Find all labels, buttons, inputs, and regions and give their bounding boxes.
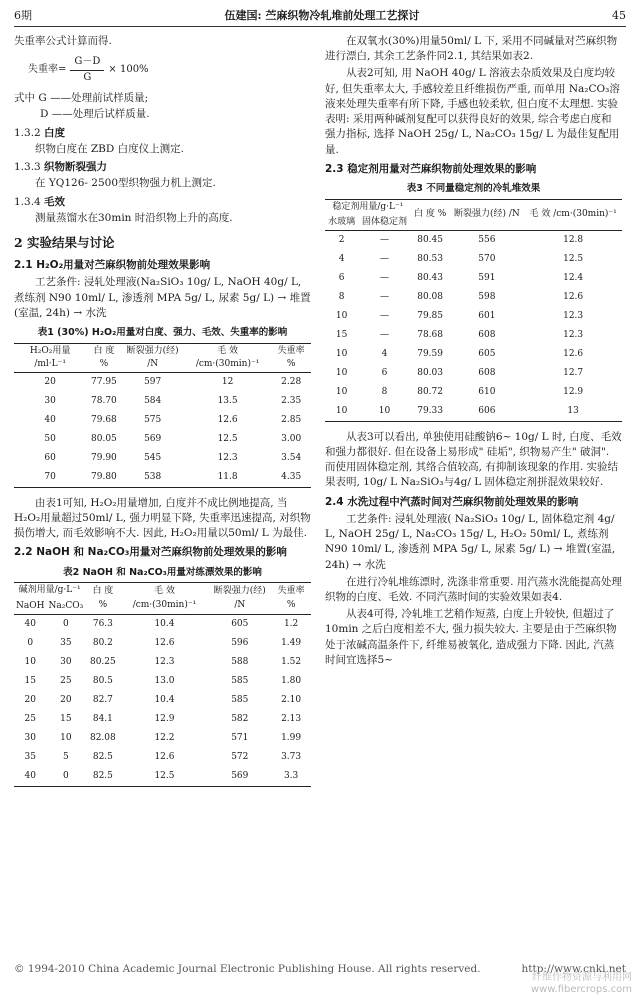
table1-header: 失重率 %: [271, 343, 311, 372]
running-title: 伍建国: 苎麻织物冷轧堆前处理工艺探讨: [224, 9, 420, 23]
table-cell: 10: [335, 310, 348, 321]
table-row: [325, 326, 622, 345]
table-row: [325, 288, 622, 307]
table-cell: 0: [46, 767, 85, 787]
table-cell: 12.9: [154, 713, 175, 724]
table-cell: 8: [381, 386, 388, 397]
table-cell: 570: [478, 253, 496, 264]
table-cell: 20: [24, 694, 36, 705]
right-column: [325, 34, 622, 670]
steaming-discussion: 从表4可得, 冷轧堆工艺稍作短蒸, 白度上升较快, 但超过了10min 之后白度相差不大, 强力损失较大. 主要是由于苎麻织物处于浓碱高温条件下, 纤维易被氧化, 造成强力下降. 因此, 汽蒸时间宜选择5~: [325, 608, 617, 666]
table-cell: 601: [478, 310, 496, 321]
table-cell: 79.85: [417, 310, 443, 321]
table-cell: 2.13: [281, 713, 302, 724]
table-cell: 13: [524, 402, 622, 422]
table2-header-wicking: 毛 效 /cm·(30min)⁻¹: [121, 583, 209, 614]
table-cell: 80.53: [417, 253, 443, 264]
table-row: [14, 372, 311, 392]
table-cell: 3.00: [281, 433, 302, 444]
table-cell: 608: [478, 329, 496, 340]
table-cell: 2.85: [281, 414, 302, 425]
table-cell: 4: [381, 348, 388, 359]
table-cell: 597: [144, 376, 162, 387]
table-cell: 584: [144, 395, 162, 406]
subsection-1-3-4-body: 测量蒸馏水在30min 时沿织物上升的高度.: [35, 211, 233, 224]
table2-header-alkali: 碱剂用量/g·L⁻¹: [14, 583, 85, 599]
subsection-1-3-4: 1.3.4 毛效: [14, 195, 65, 208]
table-cell: 6: [338, 272, 345, 283]
table1-discussion: 由表1可知, H₂O₂用量增加, 白度并不成比例地提高, 当 H₂O₂用量超过50ml/ L, 强力明显下降, 失重率迅速提高, 对织物损伤增大, 而毛效影响不大. 因此, H₂O₂用量以50ml/ L 为最佳.: [14, 496, 311, 540]
table-cell: 80.08: [417, 291, 443, 302]
footer-url: http://www.cnki.net: [521, 963, 626, 975]
table-cell: 80.03: [417, 367, 443, 378]
table-cell: 30: [44, 395, 56, 406]
table-cell: 84.1: [92, 713, 113, 724]
table2-header-naoh: NaOH: [14, 599, 46, 615]
process-conditions-2-4: 工艺条件: 浸轧处理液( Na₂SiO₃ 10g/ L, 固体稳定剂 4g/ L, NaOH 25g/ L, Na₂CO₃ 15g/ L, H₂O₂ 50ml/ L, 煮练剂 N90 10ml/ L, 渗透剂 MPA 5g/ L, 尿素 5g/ L) → 堆置(室温, 24h) → 水洗: [325, 512, 616, 571]
table1: [14, 343, 311, 488]
left-column: [14, 34, 311, 787]
table1-caption: 表1 (30%) H₂O₂用量对白度、强力、毛效、失重率的影响: [37, 326, 288, 338]
copyright: © 1994-2010 China Academic Journal Electronic Publishing House. All rights reserved.: [14, 963, 481, 975]
subsection-1-3-3: 1.3.3 织物断裂强力: [14, 161, 107, 174]
table-row: [14, 767, 311, 787]
table-cell: 10: [325, 402, 358, 422]
table-cell: 8: [338, 291, 345, 302]
table-cell: 569: [144, 433, 162, 444]
table2-intro: 在双氧水(30%)用量50ml/ L 下, 采用不同碱量对苎麻织物进行漂白, 其余工艺条件同2.1, 其结果如表2.: [325, 35, 618, 63]
table-cell: 50: [44, 433, 56, 444]
table-cell: 12.2: [154, 732, 175, 743]
table-cell: 12.5: [121, 767, 209, 787]
table3-caption: 表3 不同量稳定剂的冷轧堆效果: [406, 182, 541, 194]
table-cell: 10: [335, 348, 348, 359]
table-cell: 35: [60, 637, 72, 648]
table-cell: 1.2: [283, 618, 299, 629]
section-2-1-heading: 2.1 H₂O₂用量对苎麻织物前处理效果影响: [14, 259, 211, 272]
table-cell: 10: [60, 732, 72, 743]
table-cell: 10: [358, 402, 410, 422]
table2-header-loss: 失重率 %: [271, 583, 311, 614]
table-cell: 608: [478, 367, 496, 378]
formula-fraction: [70, 55, 104, 85]
formula-lhs: 失重率=: [28, 63, 67, 75]
table-cell: 76.3: [92, 618, 113, 629]
table-row: [14, 653, 311, 672]
table-cell: 6: [381, 367, 388, 378]
table-cell: 10: [24, 656, 36, 667]
table-cell: 12.6: [563, 348, 584, 359]
table-cell: 12.7: [563, 367, 584, 378]
table-cell: 575: [144, 414, 162, 425]
table3-discussion: 从表3可以看出, 单独使用硅酸钠6~ 10g/ L 时, 白度、毛效和强力都很好. 但在设备上易形成" 硅垢", 织物易产生" 破洞". 而使用固体稳定剂, 其络合值较高, 有抑制该现象的作用. 实验结果表明, 10g/ L Na₂SiO₃与4g/ L 固体稳定剂拼混效果较好.: [325, 430, 622, 489]
table-cell: —: [379, 310, 389, 321]
table-cell: 12.6: [154, 637, 175, 648]
table-cell: 3.54: [281, 452, 302, 463]
page-number: 45: [611, 9, 626, 23]
table-row: [325, 269, 622, 288]
table-cell: 11.8: [184, 468, 272, 488]
table-cell: 0: [62, 618, 69, 629]
table-cell: 4: [338, 253, 345, 264]
table-cell: 2: [338, 234, 345, 245]
table-cell: 12.3: [217, 452, 238, 463]
table-cell: 82.5: [85, 767, 120, 787]
table-cell: 2.35: [281, 395, 302, 406]
table2-header-strength: 断裂强力(经) /N: [208, 583, 271, 614]
watermark-line2: www.fibercrops.com: [530, 984, 632, 995]
table-cell: —: [379, 253, 389, 264]
formula-intro: 失重率公式计算而得.: [14, 35, 112, 47]
table-cell: 79.59: [417, 348, 443, 359]
table-cell: —: [379, 291, 389, 302]
table2-discussion: 从表2可知, 用 NaOH 40g/ L 溶液去杂质效果及白度均较好, 但失重率太大, 手感较差且纤维损伤严重, 而单用 Na₂CO₃溶液来处理失重率有所下降, 手感也较柔软, 但白度不太理想. 实验表明: 采用两种碱剂复配可以获得良好的效果, 综合考虑白度和强力指标, 选择 NaOH 25g/ L, Na₂CO₃ 15g/ L 为最佳复配用量.: [325, 67, 620, 156]
table-row: [325, 345, 622, 364]
table-cell: 79.33: [411, 402, 450, 422]
table-row: [325, 250, 622, 269]
table-cell: 15: [24, 675, 36, 686]
table-cell: 15: [335, 329, 348, 340]
formula-denominator: G: [83, 71, 92, 83]
table-cell: 82.5: [92, 751, 113, 762]
formula-rhs: × 100%: [108, 63, 149, 75]
table-row: [14, 691, 311, 710]
table1-header: 毛 效 /cm·(30min)⁻¹: [184, 343, 272, 372]
table-cell: 12.6: [563, 291, 584, 302]
table-cell: 606: [450, 402, 525, 422]
subsection-1-3-3-body: 在 YQ126- 2500型织物强力机上测定.: [35, 177, 216, 190]
table-cell: 4.35: [271, 468, 311, 488]
table-cell: 12.3: [563, 310, 584, 321]
running-header: [14, 6, 626, 27]
table-cell: 1.99: [281, 732, 302, 743]
table-cell: 12.3: [563, 329, 584, 340]
watermark-line1: 纤维作物资源与利用网: [532, 972, 632, 983]
table-row: [14, 672, 311, 691]
table-cell: 598: [478, 291, 496, 302]
table-cell: 596: [231, 637, 249, 648]
section-2-4-heading: 2.4 水洗过程中汽蒸时间对苎麻织物前处理效果的影响: [325, 495, 579, 508]
table-cell: 80.43: [417, 272, 443, 283]
table2-caption: 表2 NaOH 和 Na₂CO₃用量对练漂效果的影响: [63, 566, 262, 578]
watermark: [531, 972, 632, 996]
table2-header-whiteness: 白 度 %: [85, 583, 120, 614]
table-cell: 77.95: [91, 376, 117, 387]
table-row: [14, 411, 311, 430]
table-row: [14, 449, 311, 468]
table-cell: 60: [44, 452, 56, 463]
table-cell: 40: [14, 767, 46, 787]
table-cell: 2.28: [281, 376, 302, 387]
table-cell: 3.73: [281, 751, 302, 762]
table-cell: 13.0: [154, 675, 175, 686]
table-row: [325, 383, 622, 402]
section-2-heading: 2 实验结果与讨论: [14, 234, 115, 250]
table-cell: 545: [144, 452, 162, 463]
table-cell: 12.3: [154, 656, 175, 667]
table-cell: 25: [60, 675, 72, 686]
table-cell: 1.80: [281, 675, 302, 686]
table-cell: 80.2: [92, 637, 113, 648]
table3-header-strength: 断裂强力(经) /N: [450, 199, 525, 230]
table-cell: 80.45: [417, 234, 443, 245]
table-cell: 556: [478, 234, 496, 245]
table-cell: 30: [60, 656, 72, 667]
table-cell: 79.68: [91, 414, 117, 425]
table-cell: 82.7: [92, 694, 113, 705]
table-cell: 10.4: [154, 694, 175, 705]
table-cell: 10.4: [154, 618, 175, 629]
table-cell: 78.70: [91, 395, 117, 406]
table-cell: 12.8: [563, 234, 584, 245]
section-2-3-heading: 2.3 稳定剂用量对苎麻织物前处理效果的影响: [325, 162, 537, 175]
table-cell: 1.49: [281, 637, 302, 648]
process-conditions-2-1: 工艺条件: 浸轧处理液(Na₂SiO₃ 10g/ L, NaOH 40g/ L, 煮练剂 N90 10ml/ L, 渗透剂 MPA 5g/ L, 尿素 5g/ L) → 堆置(室温, 24h) → 水洗: [14, 276, 311, 319]
section-2-2-heading: 2.2 NaOH 和 Na₂CO₃用量对苎麻织物前处理效果的影响: [14, 546, 287, 559]
def-g: 式中 G ——处理前试样质量;: [14, 92, 149, 105]
table-row: [325, 307, 622, 326]
table-cell: 12.6: [217, 414, 238, 425]
table-cell: 591: [478, 272, 496, 283]
table-cell: 40: [44, 414, 56, 425]
formula-numerator: G－D: [70, 55, 104, 71]
table-cell: 79.80: [86, 468, 121, 488]
table3-header-water-glass: 水玻璃: [325, 215, 358, 231]
table-cell: 82.08: [89, 732, 116, 743]
table-cell: 582: [231, 713, 249, 724]
table1-header: H₂O₂用量 /ml·L⁻¹: [14, 343, 86, 372]
table-cell: 569: [208, 767, 271, 787]
table-cell: 585: [231, 694, 249, 705]
table-row: [325, 364, 622, 383]
table-row: [14, 634, 311, 653]
table-cell: 585: [231, 675, 249, 686]
table-row: [325, 402, 622, 422]
table-row: [14, 392, 311, 411]
table-cell: 571: [231, 732, 249, 743]
table3-header-wicking: 毛 效 /cm·(30min)⁻¹: [524, 199, 622, 230]
table-cell: 40: [24, 618, 36, 629]
table-cell: 605: [478, 348, 496, 359]
subsection-1-3-2-body: 织物白度在 ZBD 白度仪上测定.: [35, 142, 184, 155]
table-cell: 588: [231, 656, 249, 667]
weight-loss-formula: [28, 55, 311, 85]
table-cell: 5: [62, 751, 69, 762]
table-row: [14, 614, 311, 634]
table-cell: —: [379, 272, 389, 283]
table1-header: 白 度 %: [86, 343, 121, 372]
table-row: [14, 710, 311, 729]
table-cell: 20: [60, 694, 72, 705]
table-cell: 10: [335, 386, 348, 397]
table2: [14, 582, 311, 786]
table-row: [14, 430, 311, 449]
table-cell: 80.05: [91, 433, 117, 444]
table3-header-whiteness: 白 度 %: [411, 199, 450, 230]
table-cell: 80.5: [92, 675, 113, 686]
subsection-1-3-2: 1.3.2 白度: [14, 126, 65, 139]
table-cell: 538: [122, 468, 184, 488]
table-cell: 0: [27, 637, 34, 648]
table-cell: 79.90: [91, 452, 117, 463]
table-cell: 15: [60, 713, 72, 724]
table-cell: 30: [24, 732, 36, 743]
table3-header-stabilizer: 稳定剂用量/g·L⁻¹: [325, 199, 411, 215]
table-cell: 13.5: [217, 395, 238, 406]
table1-header: 断裂强力(经) /N: [122, 343, 184, 372]
table-row: [14, 729, 311, 748]
table-row: [14, 468, 311, 488]
table-cell: 605: [231, 618, 249, 629]
table-cell: 1.52: [281, 656, 302, 667]
formula-definitions: [14, 91, 311, 122]
table-cell: 12.9: [563, 386, 584, 397]
table-cell: 572: [231, 751, 249, 762]
table-cell: 3.3: [271, 767, 311, 787]
table-cell: 12.4: [563, 272, 584, 283]
table-cell: 12.6: [154, 751, 175, 762]
table-cell: 2.10: [281, 694, 302, 705]
table-cell: 80.72: [417, 386, 443, 397]
table-cell: 10: [335, 367, 348, 378]
table-cell: 610: [478, 386, 496, 397]
table-cell: 25: [24, 713, 36, 724]
table-row: [325, 230, 622, 250]
table-cell: —: [379, 329, 389, 340]
table-cell: 12.5: [217, 433, 238, 444]
table-cell: 70: [14, 468, 86, 488]
table2-header-na2co3: Na₂CO₃: [46, 599, 85, 615]
table-cell: 12.5: [563, 253, 584, 264]
table-cell: —: [379, 234, 389, 245]
table-cell: 12: [221, 376, 234, 387]
steaming-intro: 在进行冷轧堆练漂时, 洗涤非常重要. 用汽蒸水洗能提高处理织物的白度、毛效. 不同汽蒸时间的实验效果如表4.: [325, 575, 622, 604]
table3-header-solid: 固体稳定剂: [358, 215, 410, 231]
table-cell: 78.68: [417, 329, 443, 340]
table-cell: 20: [44, 376, 56, 387]
table-cell: 35: [24, 751, 36, 762]
table-cell: 80.25: [89, 656, 116, 667]
def-d: D ——处理后试样质量.: [40, 108, 150, 121]
table-row: [14, 748, 311, 767]
issue-number: 6期: [14, 9, 32, 23]
table3: [325, 199, 622, 422]
